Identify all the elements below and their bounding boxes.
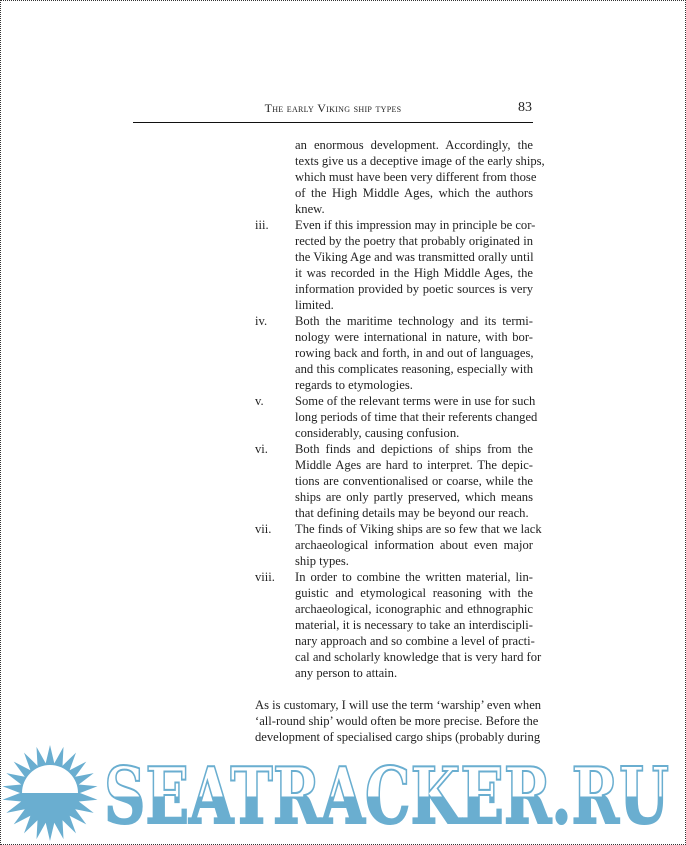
list-numeral: iv. — [255, 314, 268, 328]
text-line: The finds of Viking ships are so few that we lack — [295, 522, 542, 536]
text-line: of the High Middle Ages, which the authors — [295, 186, 533, 200]
list-item — [255, 393, 538, 441]
list-numeral: viii. — [255, 570, 275, 584]
text-line: ship types. — [295, 554, 349, 568]
text-line: information provided by poetic sources is very — [295, 282, 533, 296]
list-numeral: v. — [255, 394, 264, 408]
text-line: nary approach and so combine a level of practi- — [295, 634, 535, 648]
text-line: the Viking Age and was transmitted orally until — [295, 250, 534, 264]
numbered-list — [255, 137, 545, 681]
svg-text:SEATRACKER.RU: SEATRACKER.RU — [104, 751, 669, 842]
text-line: archaeological information about even major — [295, 538, 533, 552]
text-line: Middle Ages are hard to interpret. The depic- — [295, 458, 533, 472]
page-body — [255, 137, 545, 745]
text-line: As is customary, I will use the term ‘warship’ even when — [255, 698, 542, 712]
text-line: Some of the relevant terms were in use for such — [295, 394, 536, 408]
list-item — [255, 137, 545, 217]
text-line: archaeological, iconographic and ethnographic — [295, 602, 533, 616]
text-line: Both the maritime technology and its termi- — [295, 314, 533, 328]
header-rule — [133, 122, 533, 123]
text-line: Even if this impression may in principle be cor- — [295, 218, 536, 232]
text-line: long periods of time that their referents changed — [295, 410, 538, 424]
list-numeral: vi. — [255, 442, 268, 456]
list-item — [255, 313, 533, 393]
text-line: rected by the poetry that probably originated in — [295, 234, 533, 248]
list-numeral: iii. — [255, 218, 269, 232]
text-line: ships are only partly preserved, which means — [295, 490, 533, 504]
text-line: rowing back and forth, in and out of languages, — [295, 346, 534, 360]
text-line: texts give us a deceptive image of the early ships, — [295, 154, 545, 168]
list-item — [255, 441, 533, 521]
text-line: which must have been very different from those — [295, 170, 537, 184]
text-line: an enormous development. Accordingly, the — [295, 138, 533, 152]
text-line: In order to combine the written material, lin- — [295, 570, 533, 584]
text-line: ‘all-round ship’ would often be more precise. Before the — [255, 714, 539, 728]
text-line: any person to attain. — [295, 666, 398, 680]
text-line: it was recorded in the High Middle Ages, the — [295, 266, 533, 280]
list-item — [255, 569, 542, 681]
text-line: development of specialised cargo ships (probably during — [255, 730, 541, 744]
text-line: and this complicates reasoning, especially with — [295, 362, 533, 376]
text-line: material, it is necessary to take an interdiscipli- — [295, 618, 533, 632]
text-line: guistic and etymological reasoning with the — [295, 586, 533, 600]
seatracker-watermark-logo — [0, 745, 686, 845]
text-line: considerably, causing confusion. — [295, 426, 460, 440]
list-item — [255, 521, 542, 569]
text-line: Both finds and depictions of ships from the — [295, 442, 533, 456]
running-header-title: The early Viking ship types — [264, 101, 402, 115]
list-numeral: vii. — [255, 522, 272, 536]
list-item — [255, 217, 536, 313]
text-line: tions are conventionalised or coarse, while the — [295, 474, 533, 488]
text-line: that defining details may be beyond our reach. — [295, 506, 529, 520]
text-line: nology were international in nature, with bor- — [295, 330, 533, 344]
text-line: cal and scholarly knowledge that is very hard for — [295, 650, 542, 664]
text-line: limited. — [295, 298, 334, 312]
body-paragraph — [255, 697, 542, 745]
text-line: regards to etymologies. — [295, 378, 413, 392]
sun-icon — [3, 745, 98, 841]
page-number: 83 — [518, 100, 532, 115]
text-line: knew. — [295, 202, 325, 216]
